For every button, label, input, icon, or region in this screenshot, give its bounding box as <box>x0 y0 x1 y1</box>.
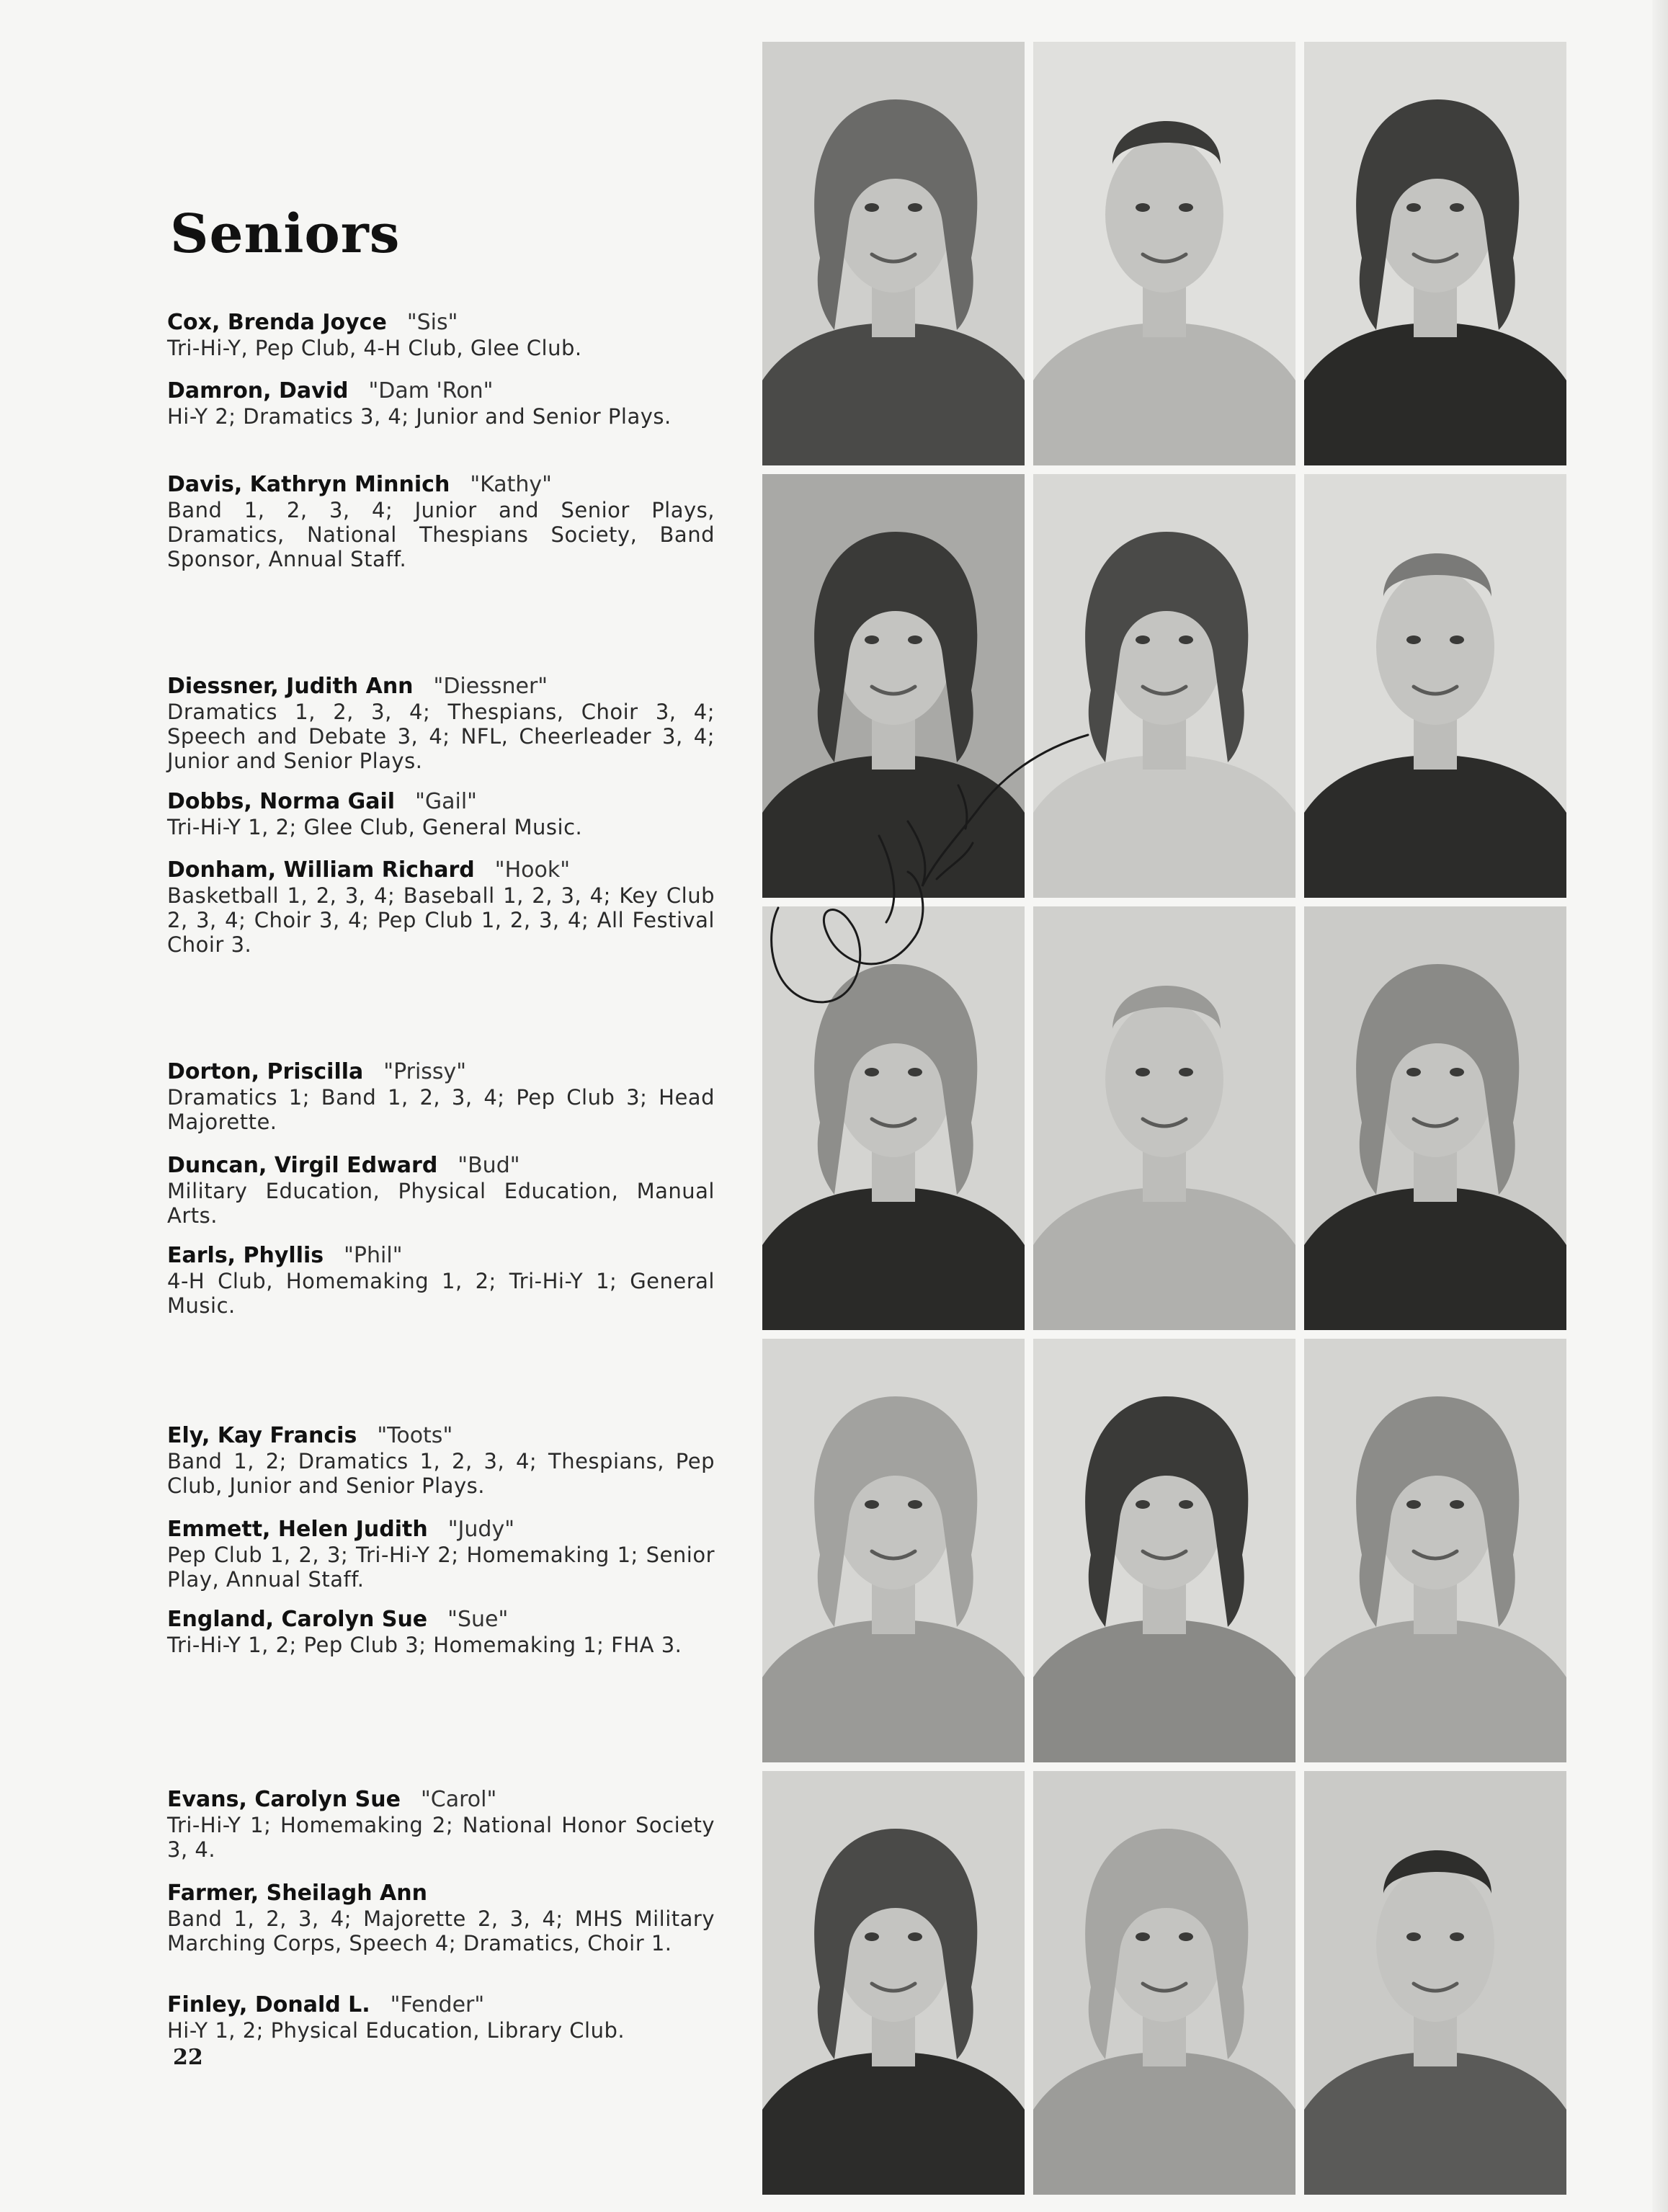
senior-portrait <box>1033 474 1295 898</box>
student-nickname: "Fender" <box>390 1992 485 2017</box>
student-name: Damron, David <box>167 378 349 403</box>
student-nickname: "Sis" <box>406 310 458 335</box>
student-nickname: "Gail" <box>415 789 477 814</box>
senior-portrait <box>762 474 1025 898</box>
student-name: Evans, Carolyn Sue <box>167 1787 401 1812</box>
senior-portrait <box>1033 1339 1295 1762</box>
entry-name-line <box>167 1059 715 1085</box>
entry-name-line <box>167 310 715 336</box>
senior-entry <box>167 1992 715 2043</box>
student-name: Donham, William Richard <box>167 857 475 883</box>
senior-portrait <box>762 1771 1025 2195</box>
senior-portrait <box>1304 1771 1566 2195</box>
student-nickname: "Carol" <box>420 1787 497 1812</box>
student-name: Davis, Kathryn Minnich <box>167 472 450 497</box>
senior-portrait <box>1304 474 1566 898</box>
senior-portrait <box>762 906 1025 1330</box>
senior-entry <box>167 1153 715 1228</box>
student-nickname: "Toots" <box>377 1423 453 1448</box>
student-name: Dorton, Priscilla <box>167 1059 364 1084</box>
senior-portrait <box>762 1339 1025 1762</box>
student-nickname: "Judy" <box>447 1517 515 1542</box>
entry-name-line <box>167 1153 715 1179</box>
page-number: 22 <box>173 2045 203 2070</box>
senior-entry <box>167 1881 715 1955</box>
entry-name-line <box>167 1423 715 1449</box>
senior-entry <box>167 857 715 957</box>
entry-name-line <box>167 1787 715 1813</box>
senior-portrait <box>1033 906 1295 1330</box>
student-activities: Tri-Hi-Y 1, 2; Pep Club 3; Homemaking 1; FHA 3. <box>167 1633 682 1657</box>
student-activities: Basketball 1, 2, 3, 4; Baseball 1, 2, 3, 4; Key Club 2, 3, 4; Choir 3, 4; Pep Club 1, 2, 3, 4; All Festival Choir 3. <box>167 883 715 957</box>
entry-name-line <box>167 857 715 883</box>
student-name: Finley, Donald L. <box>167 1992 370 2017</box>
student-nickname: "Diessner" <box>433 674 548 699</box>
student-activities: Tri-Hi-Y, Pep Club, 4-H Club, Glee Club. <box>167 336 582 360</box>
senior-entry <box>167 1607 715 1657</box>
entry-name-line <box>167 789 715 815</box>
senior-portrait <box>1304 1339 1566 1762</box>
student-nickname: "Kathy" <box>470 472 552 497</box>
entry-name-line <box>167 674 715 700</box>
student-activities: Hi-Y 2; Dramatics 3, 4; Junior and Senior Plays. <box>167 404 672 429</box>
entry-name-line <box>167 1243 715 1269</box>
page-title: Seniors <box>170 203 401 265</box>
student-activities: Dramatics 1; Band 1, 2, 3, 4; Pep Club 3; Head Majorette. <box>167 1085 715 1134</box>
student-nickname: "Sue" <box>447 1607 509 1632</box>
entry-name-line <box>167 378 715 404</box>
entry-name-line <box>167 1517 715 1543</box>
senior-entry <box>167 310 715 360</box>
student-name: Duncan, Virgil Edward <box>167 1153 438 1178</box>
senior-entry <box>167 1787 715 1862</box>
student-nickname: "Hook" <box>494 857 571 883</box>
senior-portrait <box>1304 906 1566 1330</box>
entry-name-line <box>167 1607 715 1633</box>
senior-entry <box>167 1243 715 1318</box>
senior-entry <box>167 1423 715 1498</box>
student-activities: Tri-Hi-Y 1, 2; Glee Club, General Music. <box>167 815 583 839</box>
student-activities: 4-H Club, Homemaking 1, 2; Tri-Hi-Y 1; General Music. <box>167 1269 715 1318</box>
senior-entry <box>167 1059 715 1134</box>
student-name: Cox, Brenda Joyce <box>167 310 387 335</box>
senior-portrait <box>1304 42 1566 465</box>
student-nickname: "Prissy" <box>383 1059 467 1084</box>
student-activities: Band 1, 2; Dramatics 1, 2, 3, 4; Thespians, Pep Club, Junior and Senior Plays. <box>167 1449 715 1498</box>
senior-portrait <box>762 42 1025 465</box>
student-nickname: "Bud" <box>458 1153 520 1178</box>
senior-entry <box>167 378 715 429</box>
senior-entry <box>167 674 715 773</box>
student-activities: Tri-Hi-Y 1; Homemaking 2; National Honor Society 3, 4. <box>167 1813 715 1862</box>
student-name: Diessner, Judith Ann <box>167 674 414 699</box>
student-name: Farmer, Sheilagh Ann <box>167 1881 427 1906</box>
student-name: Dobbs, Norma Gail <box>167 789 396 814</box>
student-activities: Pep Club 1, 2, 3; Tri-Hi-Y 2; Homemaking 1; Senior Play, Annual Staff. <box>167 1543 715 1592</box>
student-name: Emmett, Helen Judith <box>167 1517 428 1542</box>
senior-entry <box>167 472 715 571</box>
senior-entry <box>167 1517 715 1592</box>
senior-entry <box>167 789 715 839</box>
student-activities: Band 1, 2, 3, 4; Majorette 2, 3, 4; MHS Military Marching Corps, Speech 4; Dramatics, Choir 1. <box>167 1906 715 1955</box>
student-name: Ely, Kay Francis <box>167 1423 357 1448</box>
student-nickname: "Phil" <box>344 1243 403 1268</box>
student-activities: Hi-Y 1, 2; Physical Education, Library Club. <box>167 2018 625 2043</box>
page-edge <box>1652 0 1668 2212</box>
entry-name-line <box>167 1881 715 1906</box>
senior-portrait <box>1033 42 1295 465</box>
student-name: Earls, Phyllis <box>167 1243 324 1268</box>
student-activities: Dramatics 1, 2, 3, 4; Thespians, Choir 3, 4; Speech and Debate 3, 4; NFL, Cheerleader 3, 4; Junior and Senior Plays. <box>167 700 715 773</box>
senior-portrait <box>1033 1771 1295 2195</box>
entry-name-line <box>167 472 715 498</box>
student-nickname: "Dam 'Ron" <box>368 378 494 403</box>
student-activities: Band 1, 2, 3, 4; Junior and Senior Plays, Dramatics, National Thespians Society, Band Sponsor, Annual Staff. <box>167 498 715 571</box>
entry-name-line <box>167 1992 715 2018</box>
student-name: England, Carolyn Sue <box>167 1607 428 1632</box>
student-activities: Military Education, Physical Education, Manual Arts. <box>167 1179 715 1228</box>
